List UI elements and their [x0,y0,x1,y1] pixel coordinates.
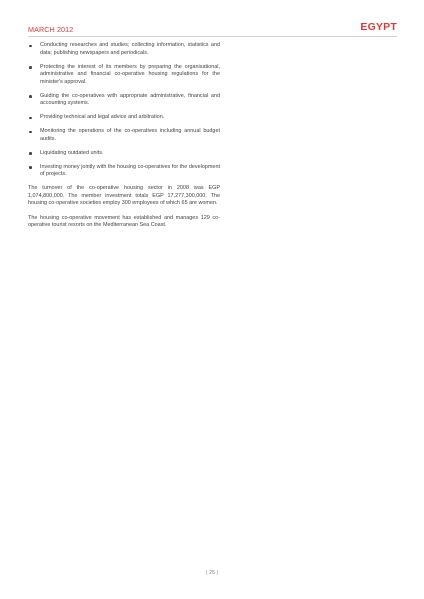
bullet-icon [29,45,32,48]
list-item [28,42,220,57]
bullet-icon [29,152,32,155]
header-country: EGYPT [360,21,397,33]
list-item-text: Providing technical and legal advice and arbitration. [40,114,165,120]
bullet-icon [29,166,32,169]
header-date: MARCH 2012 [28,25,74,34]
bullet-list [28,42,220,179]
list-item [28,114,220,122]
page-header [28,22,397,37]
list-item-text: Investing money jointly with the housing co-operatives for the development of projects. [40,163,220,177]
list-item [28,128,220,143]
bullet-icon [29,66,32,69]
bullet-icon [29,117,32,120]
list-item [28,93,220,108]
list-item [28,64,220,87]
paragraph-turnover: The turnover of the co-operative housing sector in 2008 was EGP 1,074,800,000. The member investment totals EGP 17,277,300,000. The housing co-operative societies employ 300 employees of which 65 are women. [28,185,220,206]
bullet-icon [29,131,32,134]
list-item-text: Protecting the interest of its members by preparing the organisational, administrative and financial co-operative housing regulations for the minister's approval. [40,63,220,85]
page-number: | 25 | [205,570,219,576]
list-item-text: Guiding the co-operatives with appropriate administrative, financial and accounting systems. [40,92,220,106]
list-item [28,150,220,158]
list-item [28,164,220,179]
bullet-icon [29,95,32,98]
list-item-text: Conducting researches and studies; collecting information, statistics and data; publishing newspapers and periodicals. [40,42,220,56]
paragraph-resorts: The housing co-operative movement has established and manages 129 co-operative tourist resorts on the Mediterranean Sea Coast. [28,214,220,228]
list-item-text: Liquidating outdated units. [40,149,104,156]
list-item-text: Monitoring the operations of the co-operatives including annual budget audits. [40,128,220,142]
page-content [28,42,220,237]
